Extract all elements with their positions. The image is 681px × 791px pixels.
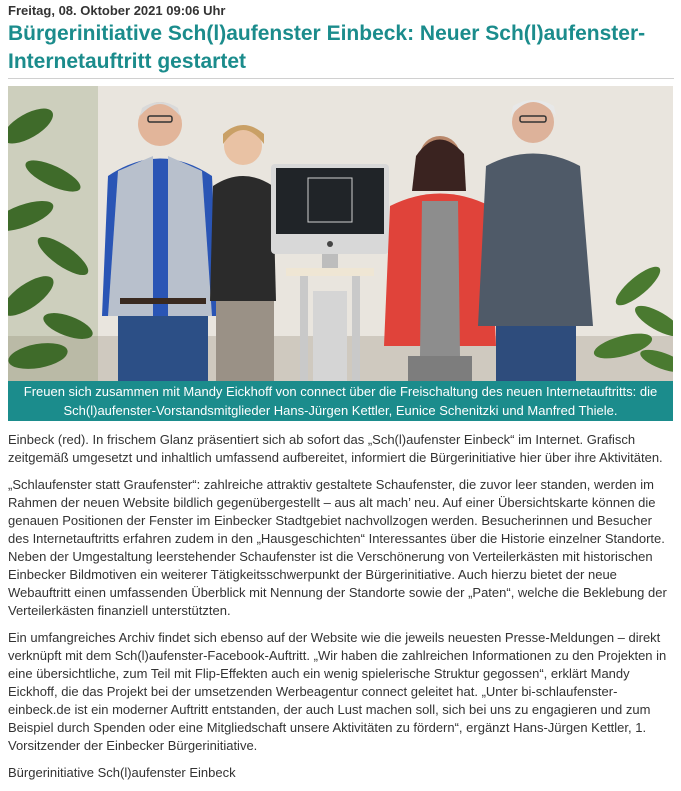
group-photo-illustration	[8, 86, 673, 381]
headline-divider	[8, 78, 674, 79]
article-dateline: Freitag, 08. Oktober 2021 09:06 Uhr	[8, 3, 226, 18]
article-paragraph: „Schlaufenster statt Graufenster“: zahlreiche attraktiv gestaltete Schaufenster, die zuvor leer standen, werden im Rahmen der neuen Website bildlich gegenübergestellt – aus alt mach’ neu. Auf einer Übersichtskarte können die genauen Positionen der Fenster im Einbecker Stadtgebiet nachvollzogen werden. Besucherinnen und Besucher des Internetauftritts erfahren zudem in den „Hausgeschichten“ Interessantes über die Historie einzelner Standorte. Neben der Umgestaltung leerstehender Schaufenster ist die Verschönerung von Verteilerkästen mit historischen Einbecker Bildmotiven ein weiterer Tätigkeitsschwerpunkt der Bürgerinitiative. Auch hierzu bietet der neue Webauftritt einen umfassenden Überblick mit Nennung der Standorte sowie der „Paten“, welche die Beklebung der Verteilerkästen finanziell unterstützten.	[8, 477, 667, 618]
article-signature: Bürgerinitiative Sch(l)aufenster Einbeck	[8, 765, 236, 780]
article-paragraph: Ein umfangreiches Archiv findet sich ebenso auf der Website wie die jeweils neuesten Presse-Meldungen – direkt verknüpft mit dem Sch(l)aufenster-Facebook-Auftritt. „Wir haben die zahlreichen Informationen zu den Projekten in eine übersichtliche, zum Teil mit Flip-Effekten auch ein wenig spielerische Struktur gegossen“, erklärt Mandy Eickhoff, die das Projekt bei der umsetzenden Werbeagentur connect geleitet hat. „Unter bi-schlaufenster-einbeck.de ist ein moderner Auftritt entstanden, der auch Lust machen soll, sich bei uns zu engagieren und zum Beispiel durch Spenden oder eine Mitgliedschaft unsere Aktivitäten zu fördern“, ergänzt Hans-Jürgen Kettler, 1. Vorsitzender der Einbecker Bürgerinitiative.	[8, 630, 667, 753]
article-paragraph: Einbeck (red). In frischem Glanz präsentiert sich ab sofort das „Sch(l)aufenster Einbeck“ im Internet. Grafisch zeitgemäß umgesetzt und inhaltlich umfassend aufbereitet, informiert die Bürgerinitiative hier über ihre Aktivitäten.	[8, 432, 663, 465]
article-body	[8, 431, 674, 791]
plant-left-icon	[8, 86, 98, 381]
article-headline: Bürgerinitiative Sch(l)aufenster Einbeck: Neuer Sch(l)aufenster-Internetauftritt gestartet	[8, 22, 646, 73]
photo-caption: Freuen sich zusammen mit Mandy Eickhoff von connect über die Freischaltung des neuen Internetauftritts: die Sch(l)aufenster-Vorstandsmitglieder Hans-Jürgen Kettler, Eunice Schenitzki und Manfred Thiele.	[8, 381, 673, 421]
article-photo	[8, 86, 673, 381]
